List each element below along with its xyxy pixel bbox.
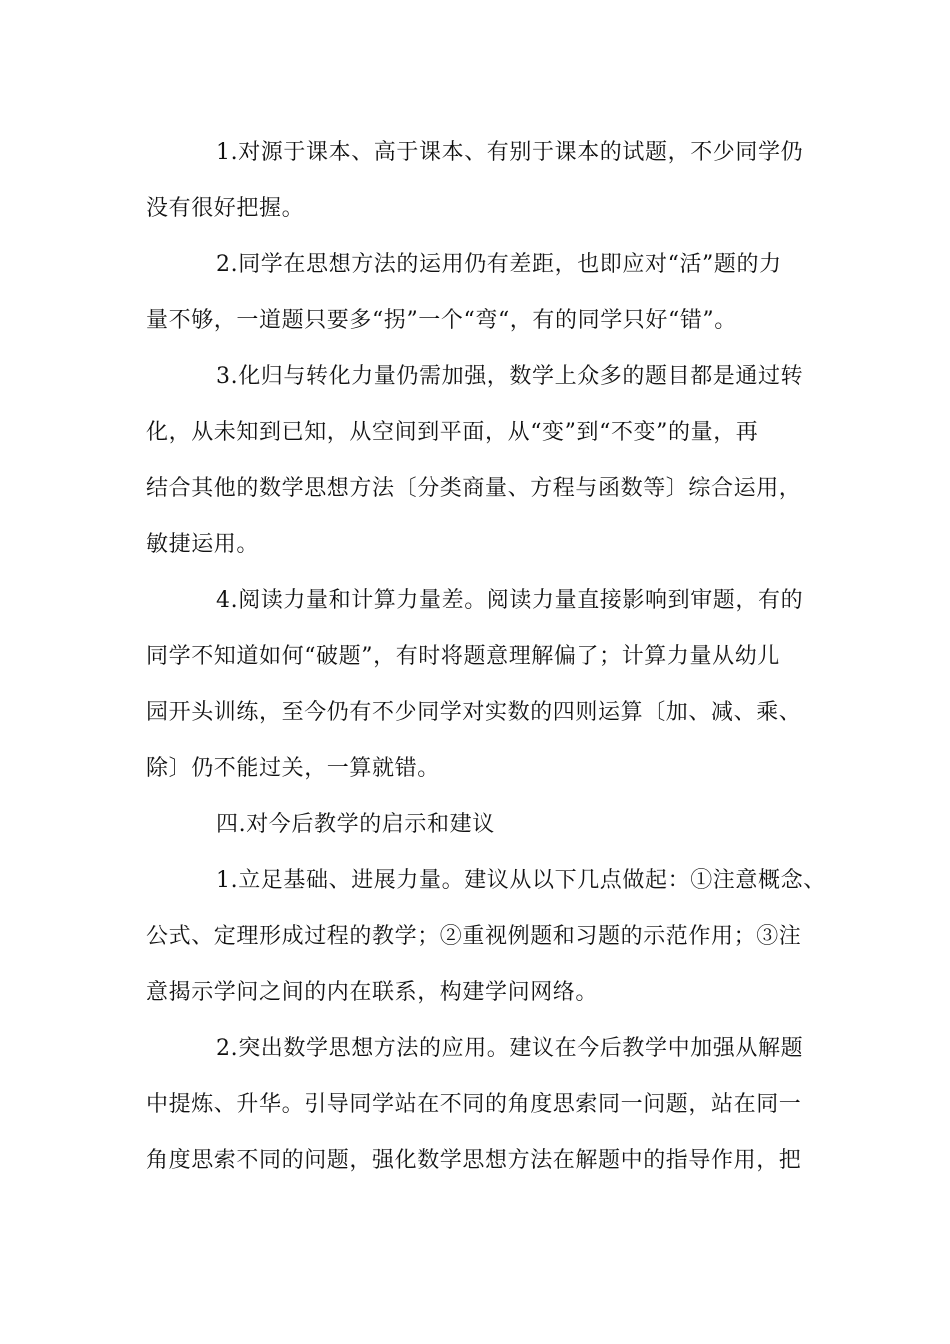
text-line: 2.突出数学思想方法的应用。建议在今后教学中加强从解题 <box>216 1036 804 1061</box>
text-line: 没有很好把握。 <box>146 196 305 221</box>
text-line: 化，从未知到已知，从空间到平面，从“变”到“不变”的量，再 <box>146 420 759 445</box>
text-line: 结合其他的数学思想方法〔分类商量、方程与函数等〕综合运用， <box>146 476 802 501</box>
text-line: 量不够，一道题只要多“拐”一个“弯“，有的同学只好“错”。 <box>146 308 737 333</box>
text-line: 3.化归与转化力量仍需加强，数学上众多的题目都是通过转 <box>216 364 804 389</box>
text-line: 4.阅读力量和计算力量差。阅读力量直接影响到审题，有的 <box>216 588 804 613</box>
text-line: 同学不知道如何“破题”，有时将题意理解偏了；计算力量从幼儿 <box>146 644 780 669</box>
text-line: 园开头训练，至今仍有不少同学对实数的四则运算〔加、减、乘、 <box>146 700 802 725</box>
text-line: 中提炼、升华。引导同学站在不同的角度思索同一问题，站在同一 <box>146 1092 802 1117</box>
text-line: 公式、定理形成过程的教学；②重视例题和习题的示范作用；③注 <box>146 924 802 949</box>
section-heading: 四.对今后教学的启示和建议 <box>216 812 495 837</box>
text-line: 敏捷运用。 <box>146 532 260 557</box>
text-line: 1.立足基础、进展力量。建议从以下几点做起：①注意概念、 <box>216 868 826 893</box>
text-line: 角度思索不同的问题，强化数学思想方法在解题中的指导作用，把 <box>146 1148 802 1173</box>
text-line: 1.对源于课本、高于课本、有别于课本的试题，不少同学仍 <box>216 140 804 165</box>
text-line: 除〕仍不能过关，一算就错。 <box>146 756 440 781</box>
text-line: 2.同学在思想方法的运用仍有差距，也即应对“活”题的力 <box>216 252 782 277</box>
text-line: 意揭示学问之间的内在联系，构建学问网络。 <box>146 980 599 1005</box>
